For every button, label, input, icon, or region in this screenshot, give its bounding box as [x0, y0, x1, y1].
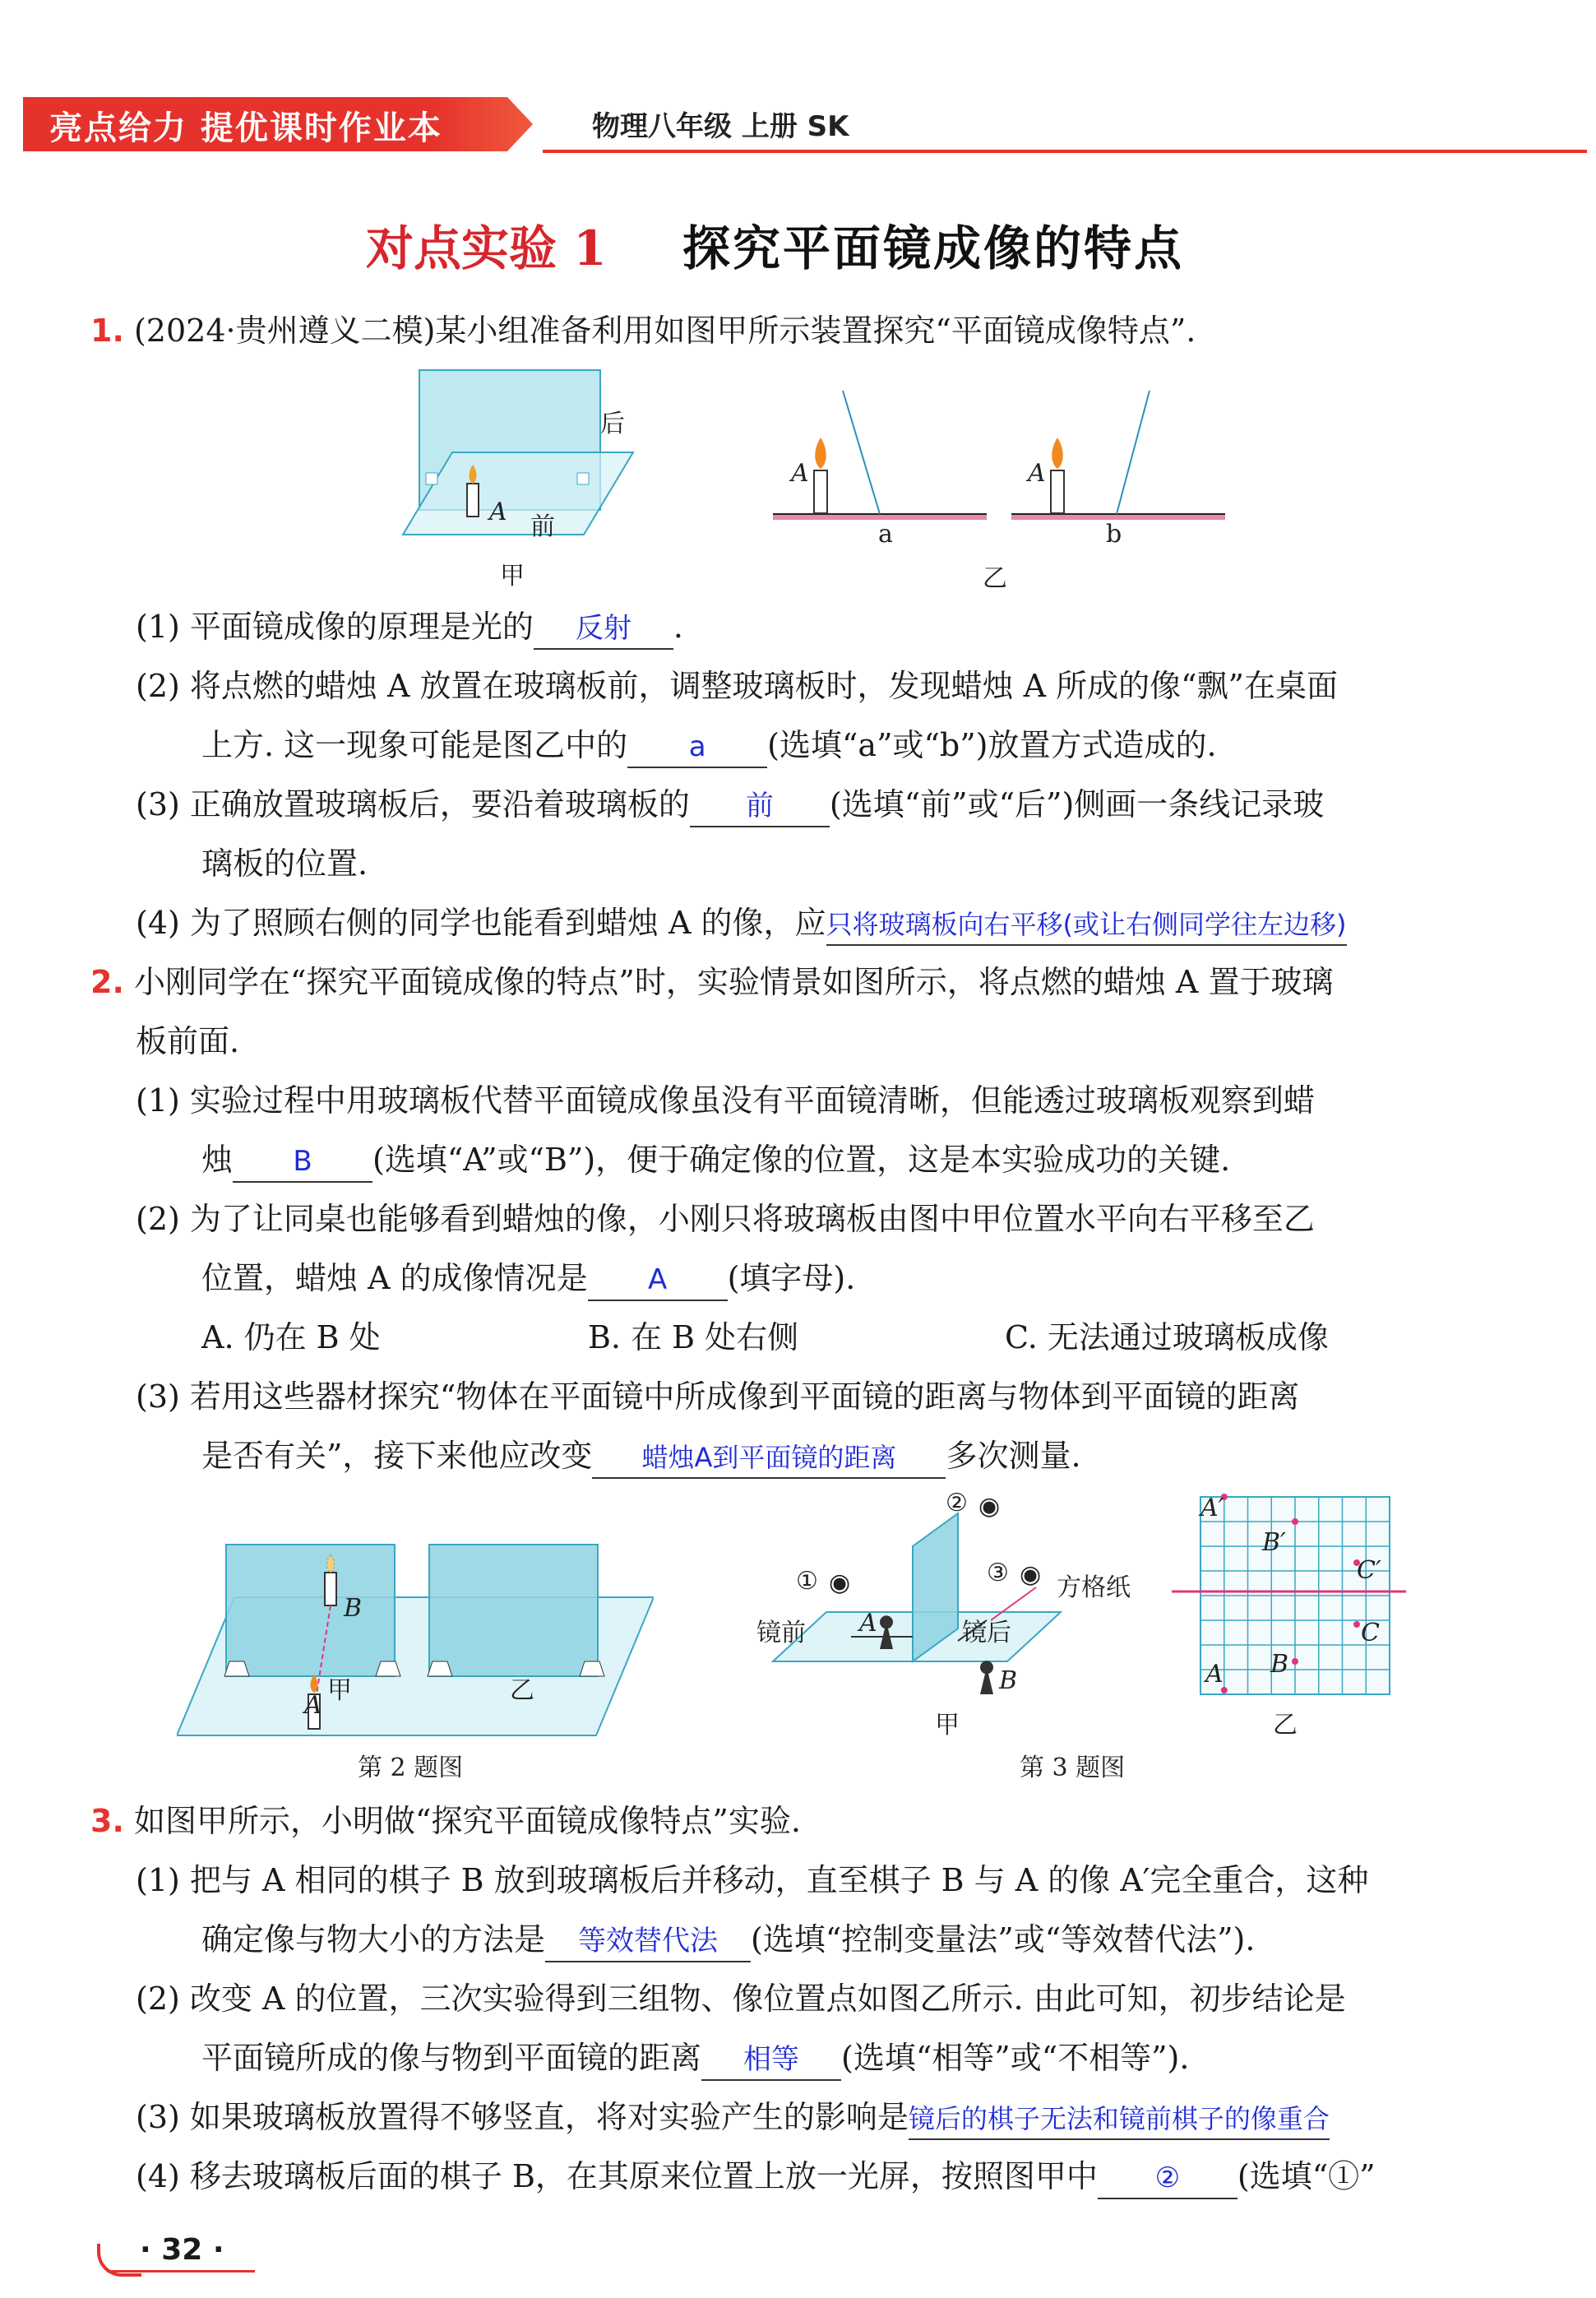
q1-p3-text: (3) 正确放置玻璃板后，要沿着玻璃板的: [136, 786, 690, 822]
page-number-rule: [107, 2270, 255, 2273]
q1-part3-line1: [136, 785, 1324, 827]
q2-p1-text: 烛: [201, 1142, 234, 1178]
glass-support-right: [577, 473, 589, 484]
q2-label-b: B: [344, 1594, 363, 1623]
eye-3: ③: [987, 1559, 1009, 1587]
q3-stem-text: 如图甲所示，小明做“探究平面镜成像特点”实验.: [133, 1803, 801, 1839]
q1-figure-jia: [386, 362, 650, 584]
q2-part3-line2: [201, 1436, 1081, 1479]
grid-label-c: C: [1361, 1619, 1380, 1647]
q2-p3-answer: 蜡烛A到平面镜的距离: [592, 1438, 946, 1479]
glass-plate-jia: [226, 1545, 395, 1676]
q2-stem-line2: 板前面.: [136, 1023, 240, 1059]
point-b-prime: [1292, 1518, 1298, 1525]
q2-part1-line2: [201, 1140, 1230, 1183]
q2-stem-line1: [90, 962, 1333, 1002]
page-title: 探究平面镜成像的特点: [682, 220, 1185, 276]
q3-part1-line2: [201, 1920, 1255, 1962]
q2-part2-line2: [201, 1258, 855, 1301]
q1-p4-answer: 只将玻璃板向右平移(或让右侧同学往左边移): [826, 905, 1347, 946]
q2-p1-post: (选填“A”或“B”)，便于确定像的位置，这是本实验成功的关键.: [372, 1142, 1231, 1178]
q2-number: 2.: [90, 964, 124, 1000]
glass-plate-yi: [429, 1545, 598, 1676]
q2-stem-text: 小刚同学在“探究平面镜成像的特点”时，实验情景如图所示，将点燃的蜡烛 A 置于玻璃: [133, 964, 1334, 1000]
q3-figure-jia: [756, 1489, 1069, 1703]
page-number: · 32 ·: [140, 2233, 224, 2267]
q1-part1: [136, 607, 683, 650]
candle-yi-b: [1051, 470, 1064, 513]
glass-a: [843, 391, 880, 514]
q2-caption: 第 2 题图: [358, 1754, 464, 1782]
q1-p1-text: (1) 平面镜成像的原理是光的: [136, 609, 534, 645]
label-front: 前: [530, 512, 555, 541]
q1-part3-line2: 璃板的位置.: [201, 846, 368, 882]
q2-figure: [177, 1538, 654, 1744]
q2-option-b: B. 在 B 处右侧: [588, 1319, 799, 1355]
q2-option-a: A. 仍在 B 处: [201, 1319, 381, 1355]
q1-p1-post: .: [673, 609, 684, 645]
q1-part2-line2: [201, 725, 1217, 768]
label-b: B: [999, 1666, 1018, 1695]
q3-p1-post: (选填“控制变量法”或“等效替代法”).: [751, 1921, 1256, 1957]
yi-label-b: b: [1106, 520, 1122, 549]
grid-label-c-prime: C′: [1357, 1556, 1381, 1585]
q1-number: 1.: [90, 313, 124, 349]
label-grid-paper: 方格纸: [1057, 1573, 1131, 1602]
q2-p1-answer: B: [233, 1142, 372, 1183]
q3-caption-jia: 甲: [935, 1711, 960, 1740]
q2-label-a: A: [304, 1691, 322, 1720]
q1-p3-post: (选填“前”或“后”)侧画一条线记录玻: [829, 786, 1325, 822]
q3-p1-text: 确定像与物大小的方法是: [201, 1921, 546, 1957]
candle-b: [325, 1573, 336, 1605]
q3-p3-text: (3) 如果玻璃板放置得不够竖直，将对实验产生的影响是: [136, 2099, 909, 2135]
yi-label-a2: A: [1028, 459, 1046, 488]
q1-p2-post: (选填“a”或“b”)放置方式造成的.: [767, 727, 1217, 763]
q1-p2-answer: a: [627, 727, 767, 768]
chess-piece-b: [980, 1661, 993, 1694]
eye-icon: ◉: [829, 1568, 851, 1597]
q1-p1-answer: 反射: [534, 609, 673, 650]
q3-part2-line1: (2) 改变 A 的位置，三次实验得到三组物、像位置点如图乙所示. 由此可知，初步结论是: [136, 1981, 1346, 2017]
q2-part1-line1: (1) 实验过程中用玻璃板代替平面镜成像虽没有平面镜清晰，但能透过玻璃板观察到蜡: [136, 1082, 1315, 1119]
q3-part4: [136, 2157, 1376, 2199]
q3-p4-text: (4) 移去玻璃板后面的棋子 B，在其原来位置上放一光屏，按照图甲中: [136, 2158, 1098, 2194]
label-back: 后: [600, 410, 625, 438]
q2-p2-text: 位置，蜡烛 A 的成像情况是: [201, 1260, 588, 1296]
q2-label-yi: 乙: [510, 1676, 534, 1705]
eye-icon: ◉: [978, 1492, 1001, 1521]
book-subject: 物理八年级 上册 SK: [592, 110, 849, 143]
header-rule: [543, 150, 1587, 153]
q3-p2-post: (选填“相等”或“不相等”).: [841, 2040, 1190, 2076]
q1-part2-line1: (2) 将点燃的蜡烛 A 放置在玻璃板前，调整玻璃板时，发现蜡烛 A 所成的像“飘”在桌面: [136, 668, 1338, 704]
q3-part1-line1: (1) 把与 A 相同的棋子 B 放到玻璃板后并移动，直至棋子 B 与 A 的像 A′完全重合，这种: [136, 1862, 1369, 1898]
eye-icon: ◉: [1020, 1560, 1042, 1589]
eye-2: ②: [946, 1489, 968, 1517]
grid-label-a: A: [1205, 1660, 1224, 1689]
label-a: A: [489, 498, 507, 526]
q1-p3-answer: 前: [690, 786, 830, 827]
q1-p4-text: (4) 为了照顾右侧的同学也能看到蜡烛 A 的像，应: [136, 905, 826, 941]
q3-p2-text: 平面镜所成的像与物到平面镜的距离: [201, 2040, 702, 2076]
q1-figure-yi: [765, 378, 1233, 551]
candle-a: [467, 484, 479, 517]
grid-caption-yi: 乙: [1273, 1711, 1298, 1740]
glass-b: [1117, 391, 1150, 514]
label-a: A: [859, 1609, 877, 1638]
yi-label-a: a: [878, 520, 893, 549]
q2-option-c: C. 无法通过玻璃板成像: [1005, 1319, 1329, 1355]
q2-p2-post: (填字母).: [727, 1260, 856, 1296]
q3-p2-answer: 相等: [701, 2040, 841, 2081]
q1-stem: [90, 311, 1196, 350]
q2-part3-line1: (3) 若用这些器材探究“物体在平面镜中所成像到平面镜的距离与物体到平面镜的距离: [136, 1378, 1300, 1415]
q1-p2-text: 上方. 这一现象可能是图乙中的: [201, 727, 628, 763]
q1-part4: [136, 903, 1347, 946]
eye-1: ①: [796, 1567, 818, 1596]
q1-stem-text: (2024·贵州遵义二模)某小组准备利用如图甲所示装置探究“平面镜成像特点”.: [133, 313, 1196, 349]
label-mirror-front: 镜前: [756, 1619, 806, 1647]
q2-label-jia: 甲: [327, 1676, 352, 1705]
q2-p3-post: 多次测量.: [946, 1438, 1081, 1474]
q2-part2-line1: (2) 为了让同桌也能够看到蜡烛的像，小刚只将玻璃板由图中甲位置水平向右平移至乙: [136, 1201, 1315, 1237]
q3-p3-answer: 镜后的棋子无法和镜前棋子的像重合: [909, 2099, 1330, 2140]
q3-stem: [90, 1801, 801, 1841]
series-title: 亮点给力 提优课时作业本: [49, 109, 442, 147]
yi-label-a1: A: [791, 459, 809, 488]
point-c: [1353, 1621, 1360, 1628]
q3-part2-line2: [201, 2038, 1189, 2081]
q3-p4-answer: ②: [1098, 2158, 1237, 2199]
label-mirror-back: 镜后: [962, 1619, 1011, 1647]
q2-p3-text: 是否有关”，接下来他应改变: [201, 1438, 593, 1474]
q2-p2-answer: A: [588, 1260, 728, 1301]
q3-number: 3.: [90, 1803, 124, 1839]
glass-support-left: [426, 473, 437, 484]
grid-label-b: B: [1270, 1650, 1289, 1679]
q3-figure-caption: 第 3 题图: [1020, 1754, 1126, 1782]
caption-yi: 乙: [983, 564, 1007, 593]
q3-p1-answer: 等效替代法: [545, 1921, 751, 1962]
q3-p4-post: (选填“①”: [1237, 2158, 1376, 2194]
point-b: [1292, 1658, 1298, 1665]
grid-label-b-prime: B′: [1262, 1528, 1286, 1557]
q3-part3: [136, 2097, 1330, 2140]
candle-yi-a: [814, 470, 827, 513]
flame-icon: [815, 438, 826, 469]
section-tag: 对点实验 1: [366, 220, 607, 276]
grid-label-a-prime: A′: [1200, 1494, 1224, 1522]
flame-icon: [1052, 438, 1063, 469]
caption-jia: 甲: [500, 562, 525, 591]
